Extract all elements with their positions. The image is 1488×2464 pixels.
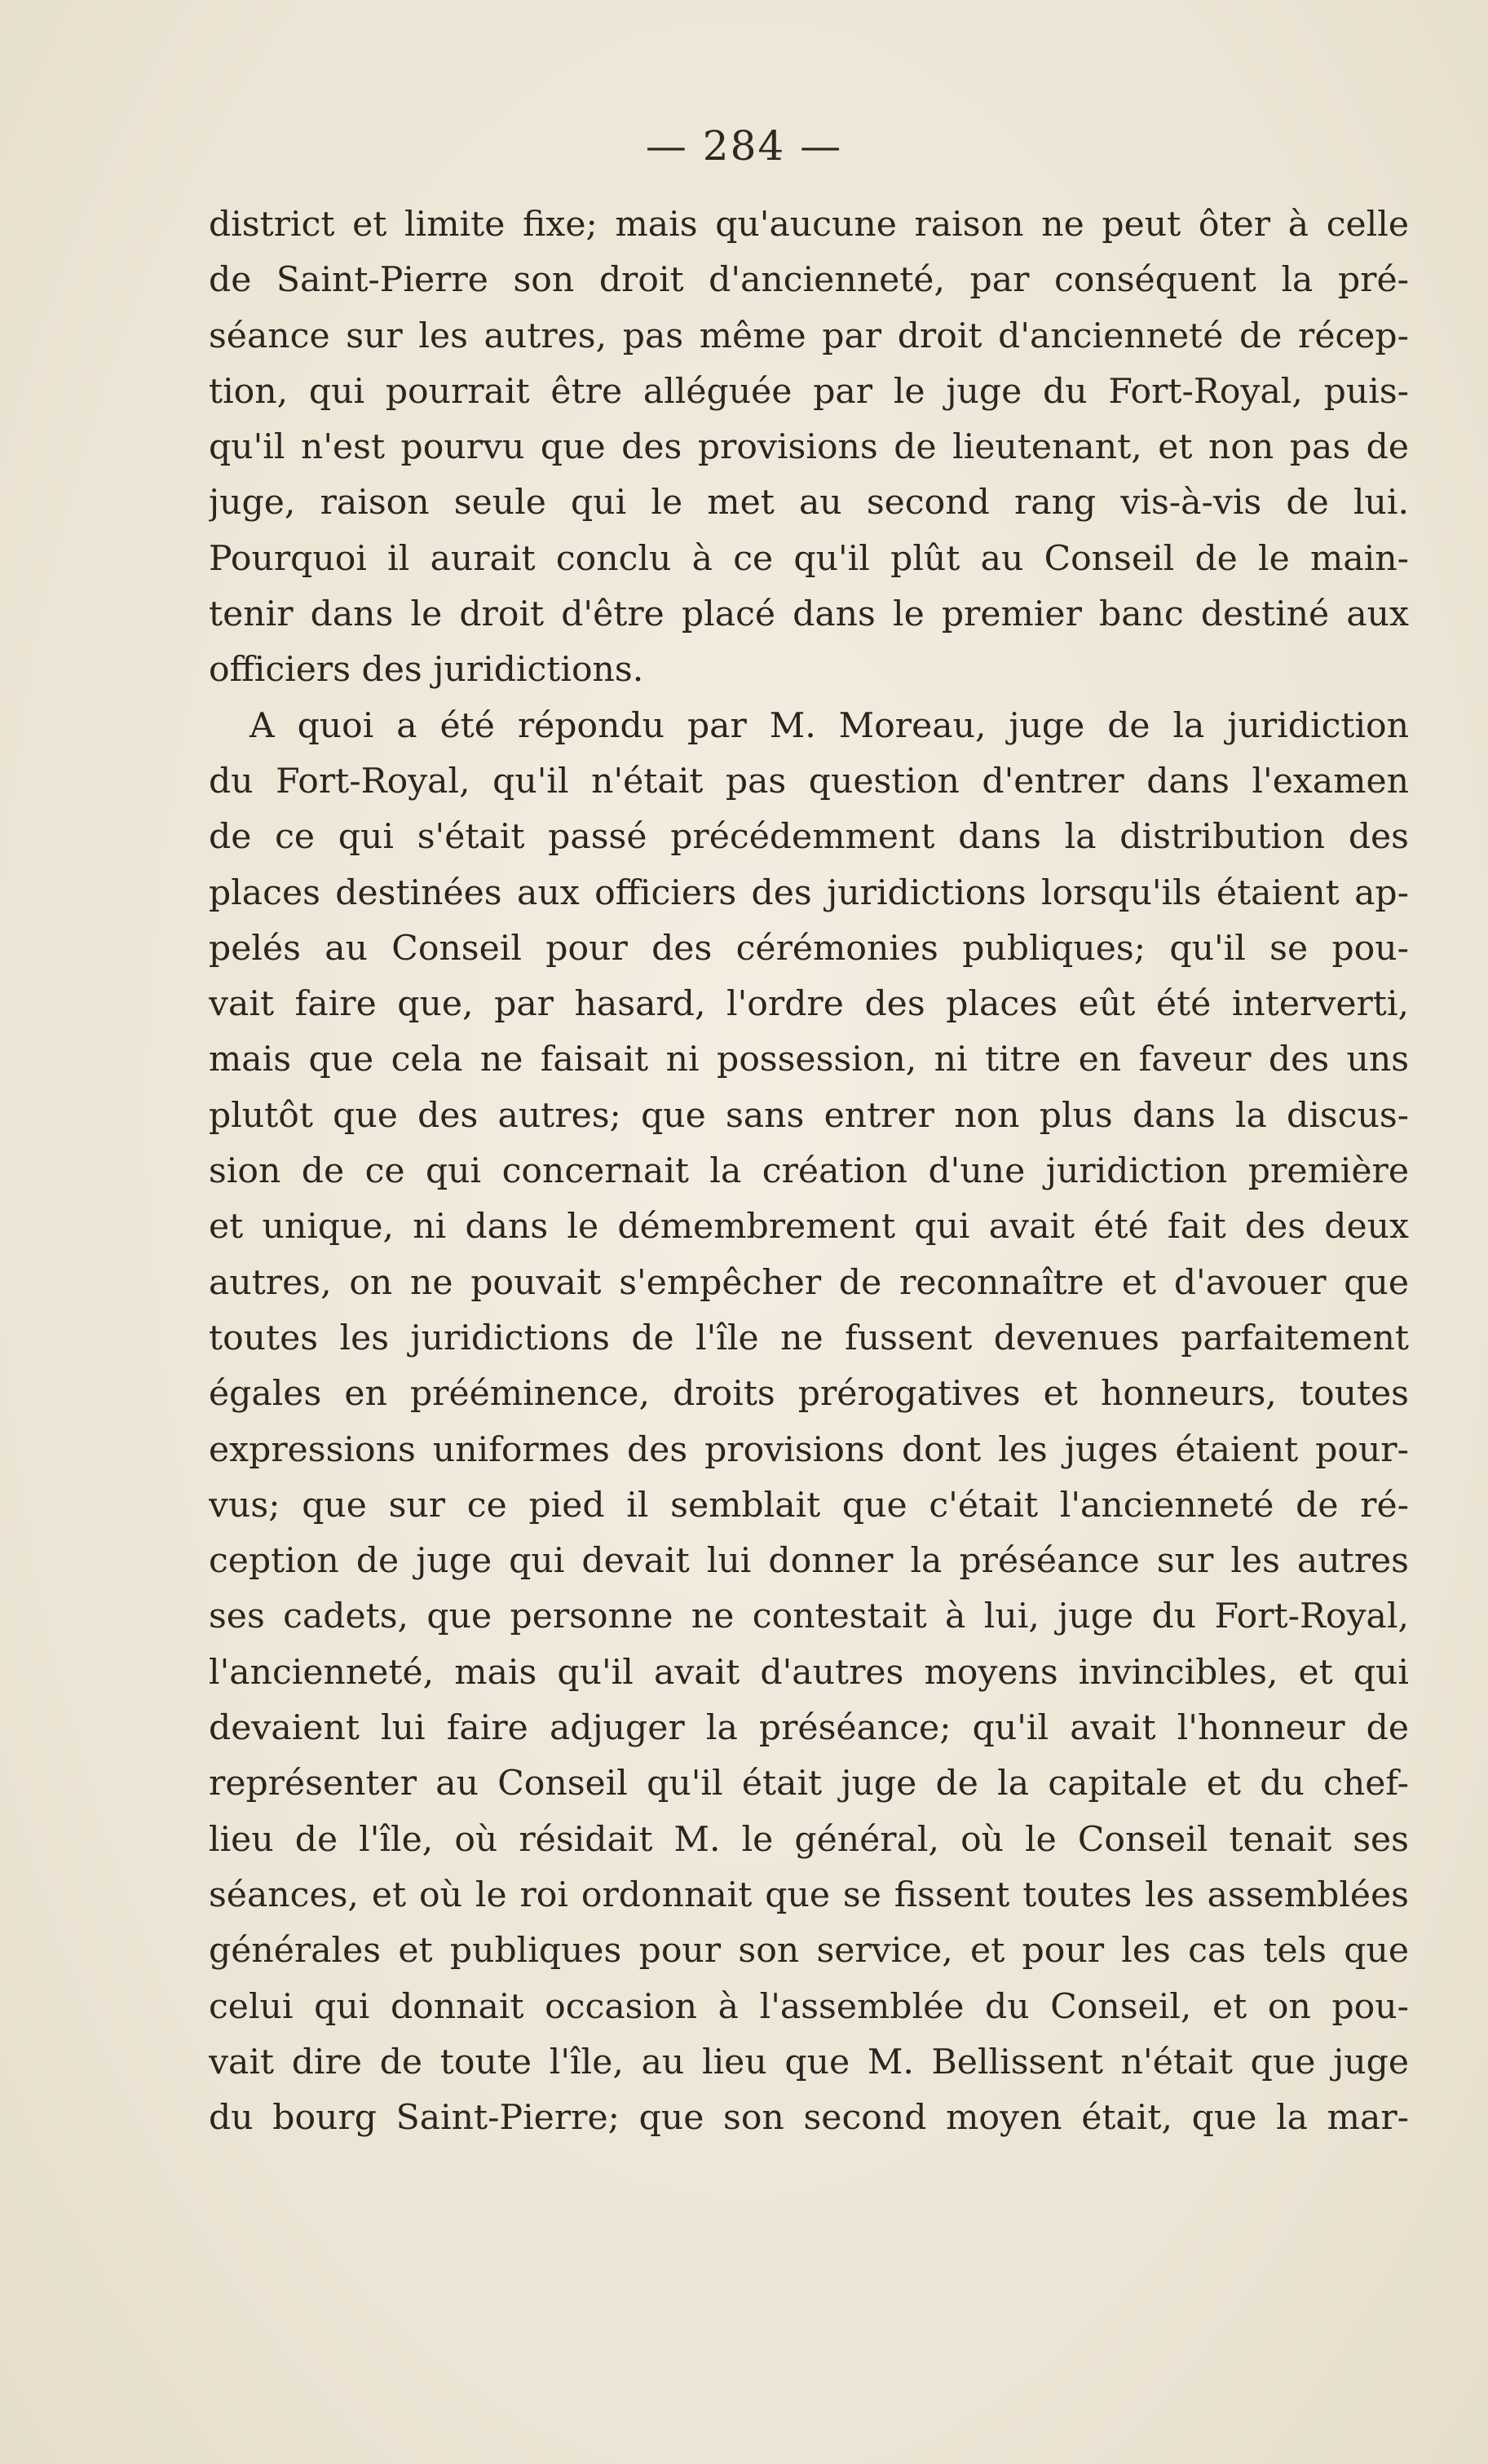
paragraph-end-line: officiers des juridictions. — [209, 650, 644, 691]
text-line: qu'il n'est pourvu que des provisions de lieutenant, et non pas de — [209, 427, 1409, 468]
paragraph-start-line: A quoi a été répondu par M. Moreau, juge de la juridiction — [249, 705, 1409, 746]
text-line: Pourquoi il aurait conclu à ce qu'il plût au Conseil de le main- — [209, 538, 1409, 579]
text-line: autres, on ne pouvait s'empêcher de reconnaître et d'avouer que — [209, 1262, 1409, 1303]
text-line: district et limite fixe; mais qu'aucune raison ne peut ôter à celle — [209, 205, 1409, 245]
text-line: vait dire de toute l'île, au lieu que M. Bellissent n'était que juge — [209, 2042, 1409, 2082]
text-line: séance sur les autres, pas même par droit d'ancienneté de récep- — [209, 316, 1409, 356]
text-line: celui qui donnait occasion à l'assemblée du Conseil, et on pou- — [209, 1986, 1409, 2027]
text-line: expressions uniformes des provisions dont les juges étaient pour- — [209, 1429, 1409, 1470]
text-line: du Fort-Royal, qu'il n'était pas question d'entrer dans l'examen — [209, 761, 1409, 801]
text-line: du bourg Saint-Pierre; que son second moyen était, que la mar- — [209, 2098, 1409, 2139]
text-line: lieu de l'île, où résidait M. le général, où le Conseil tenait ses — [209, 1819, 1409, 1860]
text-line: générales et publiques pour son service, et pour les cas tels que — [209, 1931, 1409, 1972]
text-line: ception de juge qui devait lui donner la préséance sur les autres — [209, 1541, 1409, 1582]
text-line: juge, raison seule qui le met au second rang vis-à-vis de lui. — [209, 483, 1409, 523]
text-line: de ce qui s'était passé précédemment dans la distribution des — [209, 817, 1409, 858]
text-line: séances, et où le roi ordonnait que se fissent toutes les assemblées — [209, 1874, 1409, 1915]
text-line: l'ancienneté, mais qu'il avait d'autres moyens invincibles, et qui — [209, 1652, 1409, 1693]
text-line: devaient lui faire adjuger la préséance; qu'il avait l'honneur de — [209, 1708, 1409, 1749]
text-line: de Saint-Pierre son droit d'ancienneté, par conséquent la pré- — [209, 260, 1409, 301]
text-line: plutôt que des autres; que sans entrer non plus dans la discus- — [209, 1095, 1409, 1136]
text-line: vus; que sur ce pied il semblait que c'était l'ancienneté de ré- — [209, 1485, 1409, 1526]
text-line: égales en prééminence, droits prérogatives et honneurs, toutes — [209, 1374, 1409, 1415]
text-line: sion de ce qui concernait la création d'une juridiction première — [209, 1151, 1409, 1192]
text-line: toutes les juridictions de l'île ne fussent devenues parfaitement — [209, 1318, 1409, 1358]
text-line: ses cadets, que personne ne contestait à lui, juge du Fort-Royal, — [209, 1596, 1409, 1637]
text-line: places destinées aux officiers des juridictions lorsqu'ils étaient ap- — [209, 872, 1409, 913]
text-line: pelés au Conseil pour des cérémonies publiques; qu'il se pou- — [209, 928, 1409, 969]
body-text — [209, 197, 1409, 2146]
page-number: — 284 — — [645, 122, 843, 170]
text-line: tenir dans le droit d'être placé dans le premier banc destiné aux — [209, 594, 1409, 635]
text-line: mais que cela ne faisait ni possession, ni titre en faveur des uns — [209, 1040, 1409, 1080]
text-line: représenter au Conseil qu'il était juge de la capitale et du chef- — [209, 1764, 1409, 1804]
text-line: et unique, ni dans le démembrement qui avait été fait des deux — [209, 1207, 1409, 1247]
text-line: tion, qui pourrait être alléguée par le juge du Fort-Royal, puis- — [209, 371, 1409, 412]
text-line: vait faire que, par hasard, l'ordre des places eût été interverti, — [209, 984, 1409, 1025]
